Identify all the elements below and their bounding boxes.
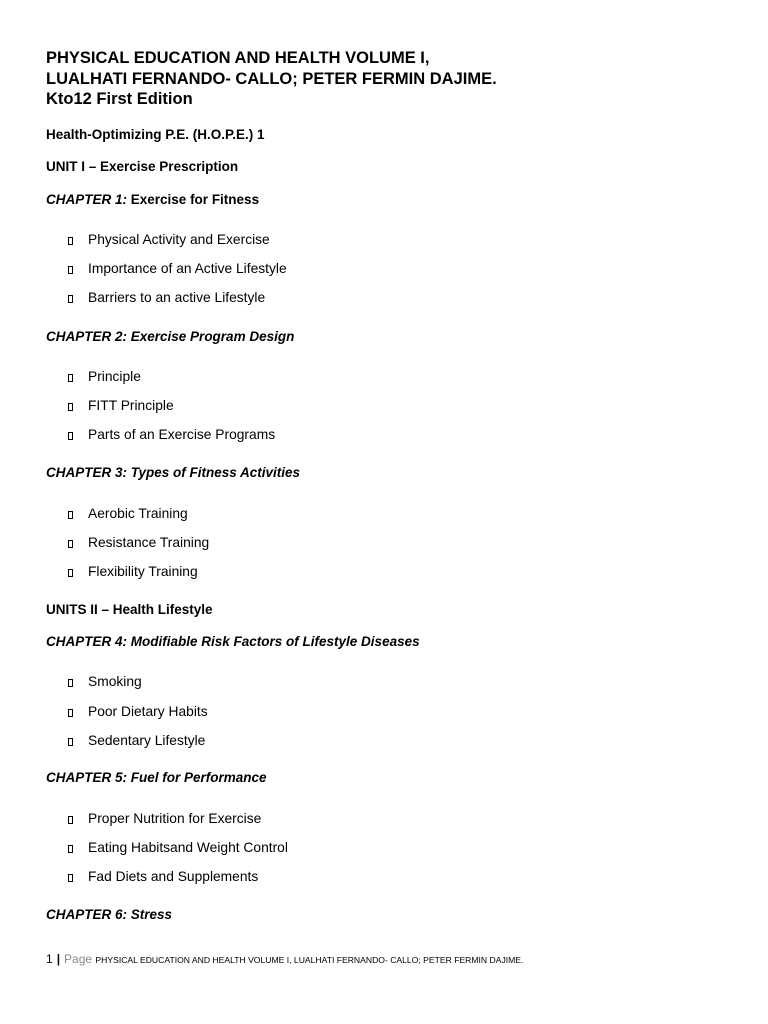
list-item: Aerobic Training	[68, 506, 188, 522]
list-item: Sedentary Lifestyle	[68, 733, 205, 749]
list-item: Importance of an Active Lifestyle	[68, 261, 287, 277]
bullet-icon	[68, 266, 73, 274]
list-item: Physical Activity and Exercise	[68, 232, 270, 248]
bullet-icon	[68, 738, 73, 746]
chapter-1-title: Exercise for Fitness	[127, 192, 260, 207]
chapter-2-heading: CHAPTER 2: Exercise Program Design	[46, 329, 295, 344]
title-line-2: LUALHATI FERNANDO- CALLO; PETER FERMIN DAJIME.	[46, 69, 497, 88]
chapter-6-heading: CHAPTER 6: Stress	[46, 907, 173, 922]
bullet-icon	[68, 403, 73, 411]
bullet-icon	[68, 237, 73, 245]
bullet-icon	[68, 679, 73, 687]
list-item: Poor Dietary Habits	[68, 704, 208, 720]
list-item: Resistance Training	[68, 535, 209, 551]
chapter-4-heading: CHAPTER 4: Modifiable Risk Factors of Lifestyle Diseases	[46, 634, 420, 649]
course-heading: Health-Optimizing P.E. (H.O.P.E.) 1	[46, 127, 265, 142]
page-label: Page	[64, 952, 93, 966]
chapter-3-heading: CHAPTER 3: Types of Fitness Activities	[46, 465, 301, 480]
bullet-icon	[68, 511, 73, 519]
page-footer	[46, 951, 523, 968]
bullet-icon	[68, 432, 73, 440]
list-item: Proper Nutrition for Exercise	[68, 811, 261, 827]
footer-separator: |	[56, 952, 61, 966]
document-title	[46, 48, 497, 110]
page-number: 1	[46, 952, 53, 966]
bullet-icon	[68, 569, 73, 577]
title-line-3: Kto12 First Edition	[46, 90, 193, 108]
footer-text: PHYSICAL EDUCATION AND HEALTH VOLUME I, LUALHATI FERNANDO- CALLO; PETER FERMIN DAJIME.	[95, 955, 524, 965]
list-item: Barriers to an active Lifestyle	[68, 290, 265, 306]
unit-2-heading: UNITS II – Health Lifestyle	[46, 602, 213, 617]
title-line-1: PHYSICAL EDUCATION AND HEALTH VOLUME I,	[46, 49, 430, 67]
chapter-1-prefix: CHAPTER 1:	[46, 192, 128, 207]
list-item: Eating Habitsand Weight Control	[68, 840, 288, 856]
bullet-icon	[68, 845, 73, 853]
list-item: Parts of an Exercise Programs	[68, 427, 275, 443]
list-item: FITT Principle	[68, 398, 174, 414]
chapter-1-heading	[46, 192, 259, 208]
bullet-icon	[68, 540, 73, 548]
chapter-5-heading: CHAPTER 5: Fuel for Performance	[46, 770, 267, 785]
list-item: Smoking	[68, 674, 142, 690]
unit-1-heading: UNIT I – Exercise Prescription	[46, 159, 239, 174]
list-item: Flexibility Training	[68, 564, 198, 580]
list-item: Principle	[68, 369, 141, 385]
bullet-icon	[68, 374, 73, 382]
bullet-icon	[68, 874, 73, 882]
bullet-icon	[68, 295, 73, 303]
bullet-icon	[68, 816, 73, 824]
bullet-icon	[68, 709, 73, 717]
list-item: Fad Diets and Supplements	[68, 869, 258, 885]
